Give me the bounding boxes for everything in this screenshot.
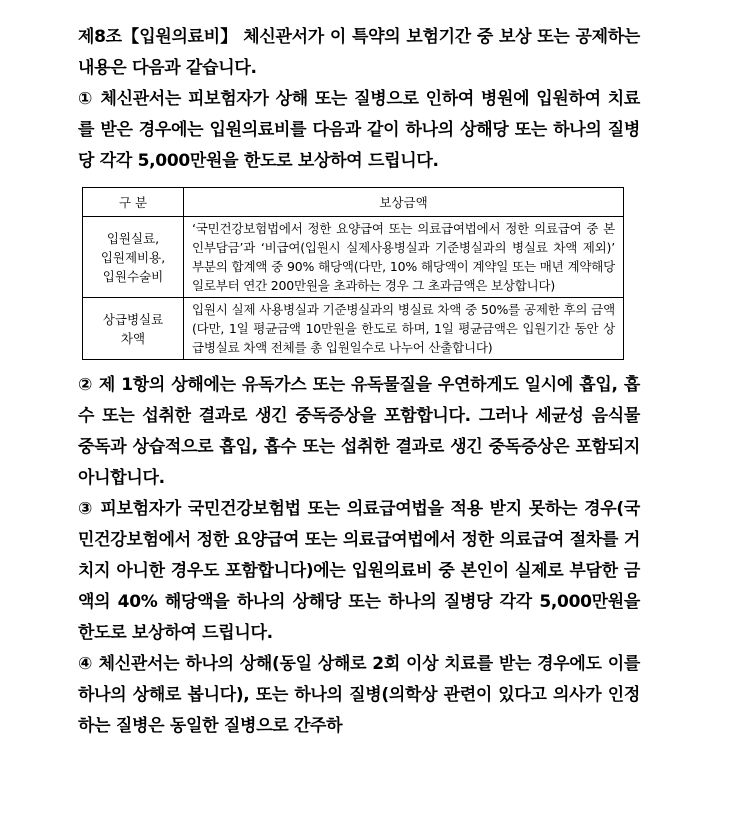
clause-1: ① 체신관서는 피보험자가 상해 또는 질병으로 인하여 병원에 입원하여 치료를 받은 경우에는 입원의료비를 다음과 같이 하나의 상해당 또는 하나의 질병당 각각 5,000만원을 한도로 보상하여 드립니다. bbox=[78, 89, 640, 171]
row-amount: 입원시 실제 사용병실과 기준병실과의 병실료 차액 중 50%를 공제한 후의 금액(다만, 1일 평균금액 10만원을 한도로 하며, 1일 평균금액은 입원기간 동안 상급병실료 차액 전체를 총 입원일수로 나누어 산출합니다) bbox=[184, 298, 624, 360]
header-amount: 보상금액 bbox=[184, 188, 624, 217]
row-amount: ‘국민건강보험법에서 정한 요양급여 또는 의료급여법에서 정한 의료급여 중 본인부담금’과 ‘비급여(입원시 실제사용병실과 기준병실과의 병실료 차액 제외)’ 부분의 합계액 중 90% 해당액(다만, 10% 해당액이 계약일 또는 매년 계약해당일로부터 연간 200만원을 초과하는 경우 그 초과금액은 보상합니다) bbox=[184, 217, 624, 298]
clause-4: ④ 체신관서는 하나의 상해(동일 상해로 2회 이상 치료를 받는 경우에도 이를 하나의 상해로 봅니다), 또는 하나의 질병(의학상 관련이 있다고 의사가 인정하는 질병은 동일한 질병으로 간주하 bbox=[78, 654, 640, 736]
table-row bbox=[83, 298, 624, 360]
table-header-row bbox=[83, 188, 624, 217]
header-category: 구 분 bbox=[83, 188, 184, 217]
clause-2: ② 제 1항의 상해에는 유독가스 또는 유독물질을 우연하게도 일시에 흡입, 흡수 또는 섭취한 결과로 생긴 중독증상을 포함합니다. 그러나 세균성 음식물 중독과 상습적으로 흡입, 흡수 또는 섭취한 결과로 생긴 중독증상은 포함되지 아니합니다. bbox=[78, 375, 640, 488]
table-row bbox=[83, 217, 624, 298]
compensation-table-wrapper bbox=[82, 187, 624, 360]
row-category: 입원실료, 입원제비용, 입원수술비 bbox=[83, 217, 184, 298]
compensation-table bbox=[82, 187, 624, 360]
row-category: 상급병실료 차액 bbox=[83, 298, 184, 360]
document-page bbox=[78, 22, 640, 742]
article-intro: 제8조【입원의료비】 체신관서가 이 특약의 보험기간 중 보상 또는 공제하는 내용은 다음과 같습니다. bbox=[78, 27, 640, 78]
clause-3: ③ 피보험자가 국민건강보험법 또는 의료급여법을 적용 받지 못하는 경우(국민건강보험에서 정한 요양급여 또는 의료급여법에서 정한 의료급여 절차를 거치지 아니한 경우도 포함합니다)에는 입원의료비 중 본인이 실제로 부담한 금액의 40% 해당액을 하나의 상해당 또는 하나의 질병당 각각 5,000만원을 한도로 보상하여 드립니다. bbox=[78, 499, 640, 643]
